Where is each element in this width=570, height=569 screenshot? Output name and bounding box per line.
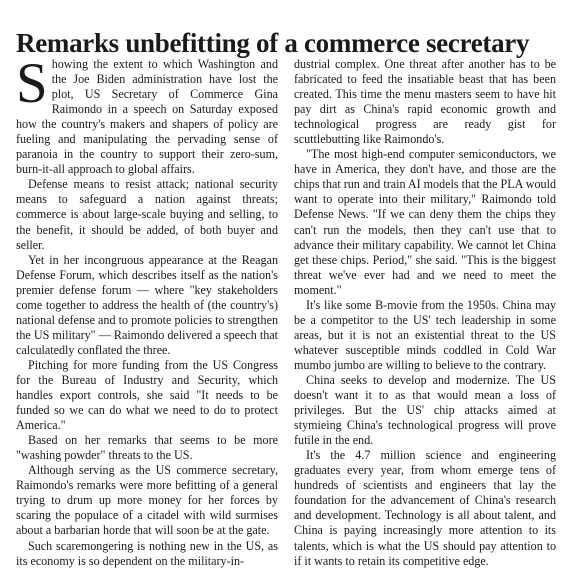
paragraph: It's the 4.7 million science and engineering graduates every year, from whom emerge tens of hundreds of scientists and engineers that lay the foundation for the advancement of China's research and development. Technology is all about talent, and China is paying increasingly more attention to its talents, which is what the US should pay attention to if it wants to retain its competitive edge. (294, 448, 556, 568)
lead-paragraph (16, 52, 278, 177)
paragraph: China seeks to develop and modernize. The US doesn't want it to as that would mean a loss of privileges. But the US' chip attacks aimed at stymieing China's technological progress will prove futile in the end. (294, 372, 556, 448)
paragraph: Based on her remarks that seems to be more "washing powder" threats to the US. (16, 433, 278, 463)
headline: Remarks unbefitting of a commerce secretary (16, 28, 530, 59)
article-body (16, 52, 556, 568)
paragraph: Such scaremongering is nothing new in the US, as its economy is so dependent on the military-in- (16, 538, 278, 568)
paragraph: "The most high-end computer semiconductors, we have in America, they don't have, and those are the chips that run and train AI models that the PLA would want to operate into their military," Raimondo told Defense News. "If we can deny them the chips they can't run the models, then they can't use that to advance their military capability. We cannot let China get these chips. Period," she said. "This is the biggest threat we've ever had and we need to meet the moment." (294, 147, 556, 297)
lead-text: howing the extent to which Washington and the Joe Biden administration have lost the plot, US Secretary of Commerce Gina Raimondo in a speech on Saturday exposed how the country's makers and shapers of policy are fueling and manipulating the pervading sense of paranoia in the country to support their zero-sum, burn-it-all approach to global affairs. (16, 57, 278, 177)
column-left (16, 52, 278, 568)
drop-cap: S (16, 52, 48, 115)
paragraph: Pitching for more funding from the US Congress for the Bureau of Industry and Security, which handles export controls, she said "It needs to be funded so we can do what we need to do to protect America." (16, 357, 278, 433)
paragraph: Yet in her incongruous appearance at the Reagan Defense Forum, which describes itself as the nation's premier defense forum — where "key stakeholders come together to address the health of (the country's) national defense and to promote policies to strengthen the US military" — Raimondo delivered a speech that calculatedly conflated the three. (16, 252, 278, 357)
paragraph: Although serving as the US commerce secretary, Raimondo's remarks were more befitting of a general trying to drum up more money for her forces by scaring the populace of a citadel with wild surmises about a barbarian horde that will soon be at the gate. (16, 463, 278, 538)
paragraph: Defense means to resist attack; national security means to safeguard a nation against threats; commerce is about large-scale buying and selling, to the benefit, it should be added, of both buyer and seller. (16, 177, 278, 252)
column-right (294, 57, 556, 568)
continued-paragraph: dustrial complex. One threat after another has to be fabricated to feed the insatiable beast that has been created. This time the menu masters seem to have hit pay dirt as China's rapid economic growth and technological progress are ready gist for scuttlebutting like Raimondo's. (294, 57, 556, 147)
paragraph: It's like some B-movie from the 1950s. China may be a competitor to the US' tech leadership in some areas, but it is not an existential threat to the US whatever susceptible minds coddled in Cold War mumbo jumbo are willing to believe to the contrary. (294, 297, 556, 372)
